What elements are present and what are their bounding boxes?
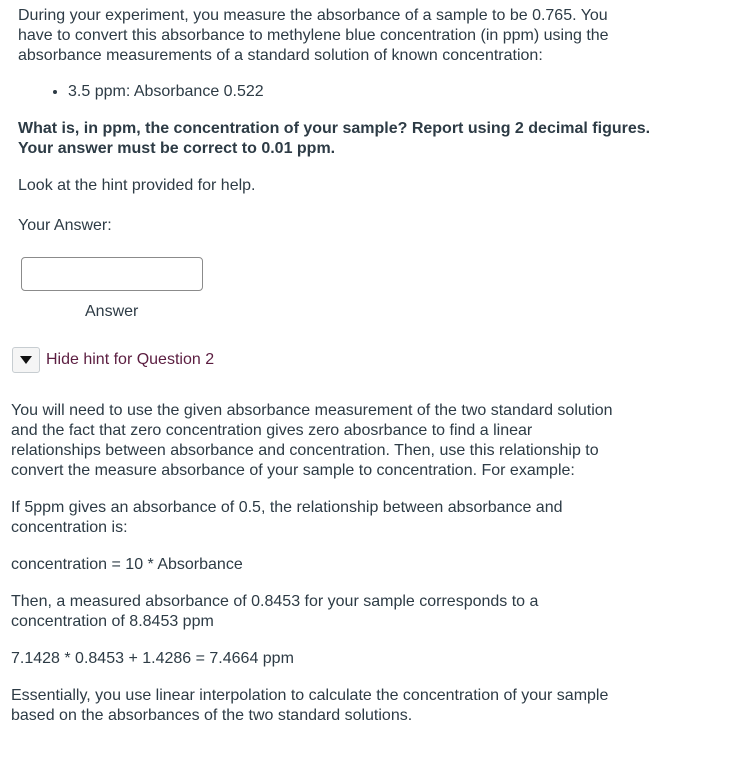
hint-line: and the fact that zero concentration gives zero abosrbance to find a linear bbox=[11, 422, 533, 439]
hint-paragraph bbox=[11, 498, 671, 538]
question-intro-line: have to convert this absorbance to methylene blue concentration (in ppm) using the bbox=[18, 27, 609, 44]
caret-down-icon bbox=[19, 355, 33, 365]
question-block bbox=[18, 6, 688, 236]
hint-line: concentration = 10 * Absorbance bbox=[11, 556, 243, 573]
standard-item: • 3.5 ppm: Absorbance 0.522 bbox=[68, 82, 688, 102]
question-prompt-line: Your answer must be correct to 0.01 ppm. bbox=[18, 140, 336, 157]
hint-paragraph bbox=[11, 592, 671, 632]
hint-line: relationships between absorbance and concentration. Then, use this relationship to bbox=[11, 442, 599, 459]
hint-toggle[interactable] bbox=[12, 347, 214, 373]
answer-label: Answer bbox=[85, 303, 139, 320]
hint-toggle-box[interactable] bbox=[12, 347, 40, 373]
hint-formula bbox=[11, 555, 671, 575]
hint-line: concentration of 8.8453 ppm bbox=[11, 613, 214, 630]
hint-paragraph bbox=[11, 686, 671, 726]
standards-list bbox=[18, 82, 688, 102]
hint-line: If 5ppm gives an absorbance of 0.5, the relationship between absorbance and bbox=[11, 499, 563, 516]
question-intro-line: During your experiment, you measure the absorbance of a sample to be 0.765. You bbox=[18, 7, 608, 24]
look-hint-text: Look at the hint provided for help. bbox=[18, 177, 256, 194]
hint-toggle-label[interactable]: Hide hint for Question 2 bbox=[46, 351, 215, 368]
hint-line: convert the measure absorbance of your sample to concentration. For example: bbox=[11, 462, 575, 479]
hint-line: Essentially, you use linear interpolation to calculate the concentration of your sample bbox=[11, 687, 609, 704]
hint-line: concentration is: bbox=[11, 519, 128, 536]
question-intro-line: absorbance measurements of a standard solution of known concentration: bbox=[18, 47, 543, 64]
question-prompt-line: What is, in ppm, the concentration of your sample? Report using 2 decimal figures. bbox=[18, 120, 651, 137]
hint-line: based on the absorbances of the two standard solutions. bbox=[11, 707, 413, 724]
question-intro bbox=[18, 6, 688, 66]
hint-paragraph bbox=[11, 401, 671, 481]
hint-line: Then, a measured absorbance of 0.8453 for your sample corresponds to a bbox=[11, 593, 539, 610]
hint-formula bbox=[11, 649, 671, 669]
question-prompt bbox=[18, 119, 688, 159]
hint-line: 7.1428 * 0.8453 + 1.4286 = 7.4664 ppm bbox=[11, 650, 294, 667]
answer-input[interactable] bbox=[21, 257, 203, 291]
your-answer-label: Your Answer: bbox=[18, 217, 112, 234]
hint-content bbox=[11, 401, 671, 726]
hint-line: You will need to use the given absorbance measurement of the two standard solution bbox=[11, 402, 613, 419]
